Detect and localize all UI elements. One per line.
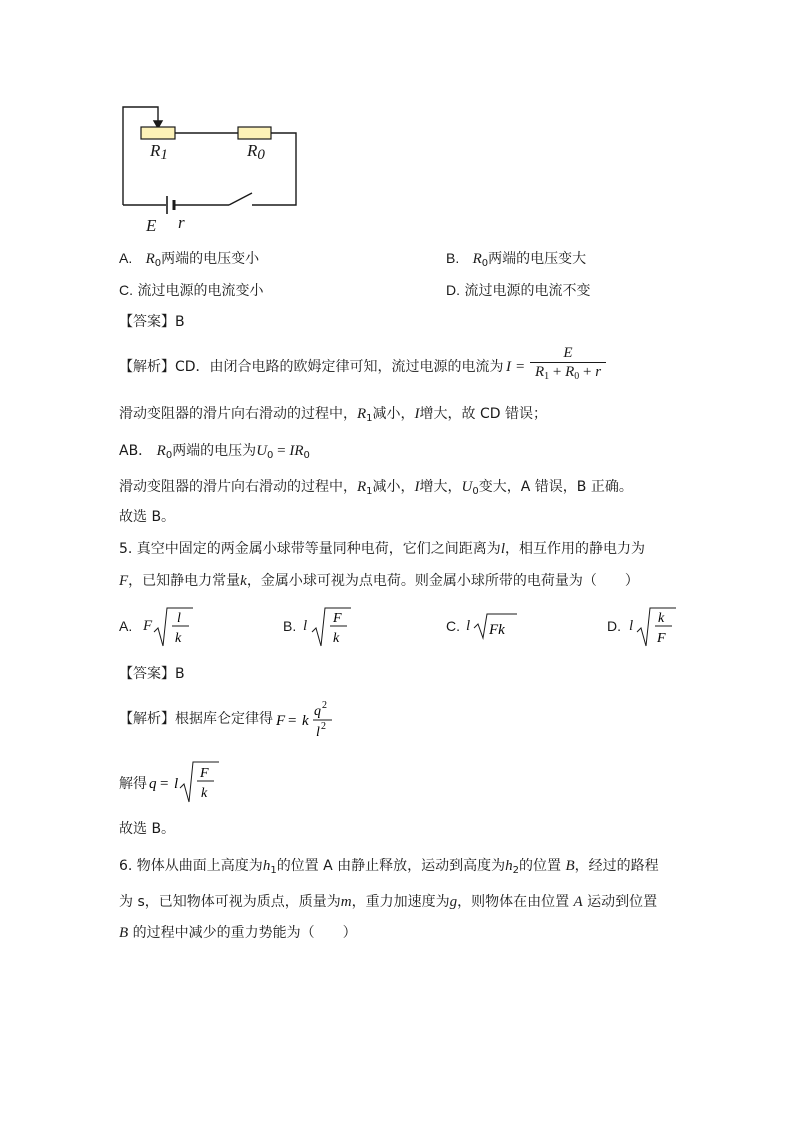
resistor-r1 — [141, 127, 175, 139]
q4-analysis-line1: 【解析】CD．由闭合电路的欧姆定律可知，流过电源的电流为 — [119, 359, 504, 375]
svg-text:q: q — [149, 776, 157, 792]
q5-answer: 【答案】B — [119, 666, 185, 682]
q5-solve: 解得 — [119, 776, 147, 792]
q5-analysis: 【解析】根据库仑定律得 — [119, 711, 273, 727]
svg-text:k: k — [658, 611, 665, 626]
label-r: r — [178, 213, 185, 232]
option-c[interactable]: C. 流过电源的电流变小 — [119, 282, 264, 299]
q5-stem-line2: F，已知静电力常量k，金属小球可视为点电荷。则金属小球所带的电荷量为（ ） — [119, 573, 639, 589]
svg-text:F: F — [333, 611, 342, 626]
circuit-diagram — [0, 0, 794, 240]
coulomb-formula — [274, 698, 344, 742]
svg-text:l: l — [177, 611, 181, 626]
q6-stem-line1: 6. 物体从曲面上高度为$h_1$的位置 A 由静止释放，运动到高度为$h_2$的位置 B，经过的路程 — [119, 858, 659, 876]
svg-text:2: 2 — [322, 700, 327, 711]
svg-text:k: k — [302, 713, 309, 729]
q6-stem-line2: 为 s，已知物体可视为质点，质量为m，重力加速度为g，则物体在由位置 A 运动到位置 — [119, 894, 658, 910]
resistor-r0 — [238, 127, 271, 139]
svg-text:Fk: Fk — [489, 622, 505, 638]
q4-analysis-line3: AB． $R_0$两端的电压为$U_0 = IR_0$ — [119, 443, 310, 461]
svg-text:F: F — [276, 713, 286, 729]
svg-text:F: F — [200, 766, 209, 781]
svg-text:=: = — [288, 713, 297, 729]
svg-text:l: l — [174, 776, 179, 792]
svg-text:F: F — [657, 631, 666, 646]
q4-analysis-line2: 滑动变阻器的滑片向右滑动的过程中，$R_1$减小，I增大，故 CD 错误； — [119, 406, 548, 424]
label-r1: $R_1$ — [150, 141, 168, 163]
option-b[interactable]: B. $R_0$两端的电压变大 — [446, 250, 587, 269]
svg-text:2: 2 — [321, 721, 326, 732]
q4-answer: 【答案】B — [119, 314, 185, 330]
svg-text:k: k — [333, 631, 340, 646]
svg-text:k: k — [201, 786, 208, 801]
option-d[interactable]: D. 流过电源的电流不变 — [446, 282, 591, 299]
svg-text:k: k — [175, 631, 182, 646]
svg-text:l: l — [316, 725, 320, 740]
q4-conclusion: 故选 B。 — [119, 509, 176, 525]
svg-text:=: = — [160, 776, 169, 792]
label-e: E — [146, 216, 157, 235]
q6-stem-line3: B 的过程中减少的重力势能为（ ） — [119, 925, 357, 941]
q5-conclusion: 故选 B。 — [119, 821, 176, 837]
label-r0: $R_0$ — [247, 141, 265, 163]
option-a[interactable]: A. $R_0$两端的电压变小 — [119, 250, 260, 269]
svg-text:q: q — [314, 704, 321, 719]
q5-stem-line1: 5. 真空中固定的两金属小球带等量同种电荷，它们之间距离为l，相互作用的静电力为 — [119, 541, 645, 557]
q4-analysis-line4: 滑动变阻器的滑片向右滑动的过程中，$R_1$减小，I增大，$U_0$变大，A 错误，B 正确。 — [119, 479, 633, 497]
solution-formula — [147, 760, 247, 806]
